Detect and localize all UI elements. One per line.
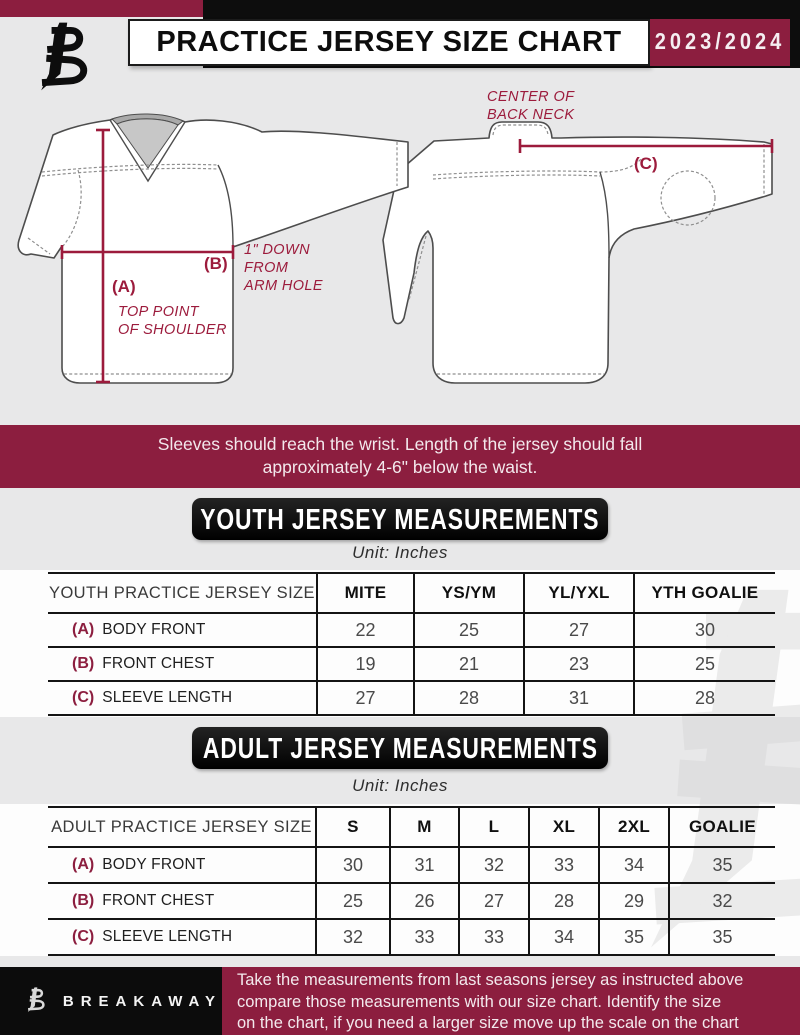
measurement-value: 27 [458, 884, 528, 918]
measurement-value: 30 [315, 848, 389, 882]
label-b-key: (B) [204, 254, 228, 273]
row-key: (B) [72, 892, 95, 909]
jersey-diagrams [0, 68, 800, 425]
measurement-value: 35 [668, 920, 775, 954]
measurement-value: 27 [316, 682, 413, 714]
label-c-line2: BACK NECK [487, 107, 575, 123]
adult-heading-label: ADULT JERSEY MEASUREMENTS [202, 730, 598, 765]
youth-size-table [48, 572, 775, 716]
label-c-key: (C) [634, 154, 658, 173]
row-key: (C) [72, 928, 95, 945]
adult-col-s: S [315, 808, 389, 846]
measurement-value: 33 [528, 848, 598, 882]
youth-col-ylyxl: YL/YXL [523, 574, 633, 612]
adult-size-table [48, 806, 775, 956]
row-label: SLEEVE LENGTH [102, 689, 233, 706]
adult-section-heading [192, 727, 608, 769]
fit-note-banner [0, 425, 800, 488]
measurement-value: 19 [316, 648, 413, 680]
measurement-value: 33 [458, 920, 528, 954]
adult-col-2xl: 2XL [598, 808, 668, 846]
adult-unit-label: Unit: Inches [352, 776, 448, 795]
row-label: SLEEVE LENGTH [102, 928, 233, 945]
table-row [48, 884, 775, 920]
adult-header-row [48, 808, 775, 848]
measurement-value: 33 [389, 920, 458, 954]
measurement-value: 29 [598, 884, 668, 918]
measurement-value: 32 [315, 920, 389, 954]
youth-header-row [48, 574, 775, 614]
table-row [48, 920, 775, 954]
brand-name: BREAKAWAY [62, 992, 222, 1010]
fit-note-line2: approximately 4-6" below the waist. [262, 457, 538, 477]
season-label: 2023/2024 [654, 29, 786, 55]
table-row [48, 648, 775, 682]
youth-unit-label: Unit: Inches [352, 543, 448, 562]
row-key: (B) [72, 655, 95, 672]
measurement-value: 28 [413, 682, 523, 714]
breakaway-footer-logo-icon [24, 982, 47, 1020]
measurement-value: 23 [523, 648, 633, 680]
measurement-value: 28 [633, 682, 775, 714]
label-b-line3: ARM HOLE [244, 278, 323, 294]
row-key: (A) [72, 856, 95, 873]
measurement-value: 25 [633, 648, 775, 680]
measurement-value: 31 [389, 848, 458, 882]
adult-col-m: M [389, 808, 458, 846]
front-jersey-diagram [18, 114, 408, 383]
measurement-value: 27 [523, 614, 633, 646]
row-label: BODY FRONT [102, 856, 206, 873]
measurement-value: 25 [413, 614, 523, 646]
table-row [48, 682, 775, 714]
adult-col-xl: XL [528, 808, 598, 846]
label-a-line2: OF SHOULDER [118, 322, 227, 338]
footer-note [237, 970, 743, 1035]
page-title-bar [128, 19, 650, 66]
row-key: (A) [72, 621, 95, 638]
measurement-value: 32 [668, 884, 775, 918]
youth-section-heading [192, 498, 608, 540]
footer-brand-box [0, 967, 222, 1035]
page-title: PRACTICE JERSEY SIZE CHART [156, 26, 622, 58]
youth-size-col-header: YOUTH PRACTICE JERSEY SIZE [49, 583, 315, 602]
measurement-value: 25 [315, 884, 389, 918]
measurement-value: 35 [598, 920, 668, 954]
label-c-line1: CENTER OF [487, 89, 575, 105]
youth-col-ysym: YS/YM [413, 574, 523, 612]
row-label: FRONT CHEST [102, 892, 215, 909]
adult-size-col-header: ADULT PRACTICE JERSEY SIZE [51, 817, 312, 836]
row-label: BODY FRONT [102, 621, 206, 638]
youth-col-mite: MITE [316, 574, 413, 612]
adult-col-goalie: GOALIE [668, 808, 775, 846]
footer-note-line3: on the chart, if you need a larger size move up the scale on the chart [237, 1014, 739, 1032]
label-b-line2: FROM [244, 260, 289, 276]
season-badge [650, 19, 790, 66]
fit-note-line1: Sleeves should reach the wrist. Length of the jersey should fall [157, 434, 643, 454]
footer-note-line2: compare those measurements with our size chart. Identify the size [237, 992, 722, 1011]
table-row [48, 614, 775, 648]
measurement-value: 31 [523, 682, 633, 714]
measurement-value: 30 [633, 614, 775, 646]
back-jersey-diagram [383, 122, 772, 383]
label-a-key: (A) [112, 277, 136, 296]
measurement-value: 34 [598, 848, 668, 882]
footer-note-line1: Take the measurements from last seasons jersey as instructed above [237, 971, 744, 989]
measurement-value: 21 [413, 648, 523, 680]
header-maroon-strip [0, 0, 203, 17]
youth-heading-label: YOUTH JERSEY MEASUREMENTS [200, 501, 600, 536]
measurement-value: 26 [389, 884, 458, 918]
measurement-value: 28 [528, 884, 598, 918]
measurement-value: 32 [458, 848, 528, 882]
youth-col-goalie: YTH GOALIE [633, 574, 775, 612]
measurement-value: 22 [316, 614, 413, 646]
footer [0, 967, 800, 1035]
row-key: (C) [72, 689, 95, 706]
adult-col-l: L [458, 808, 528, 846]
row-label: FRONT CHEST [102, 655, 215, 672]
label-b-line1: 1" DOWN [244, 242, 310, 258]
measurement-value: 34 [528, 920, 598, 954]
label-a-line1: TOP POINT [118, 304, 199, 320]
table-row [48, 848, 775, 884]
measurement-value: 35 [668, 848, 775, 882]
